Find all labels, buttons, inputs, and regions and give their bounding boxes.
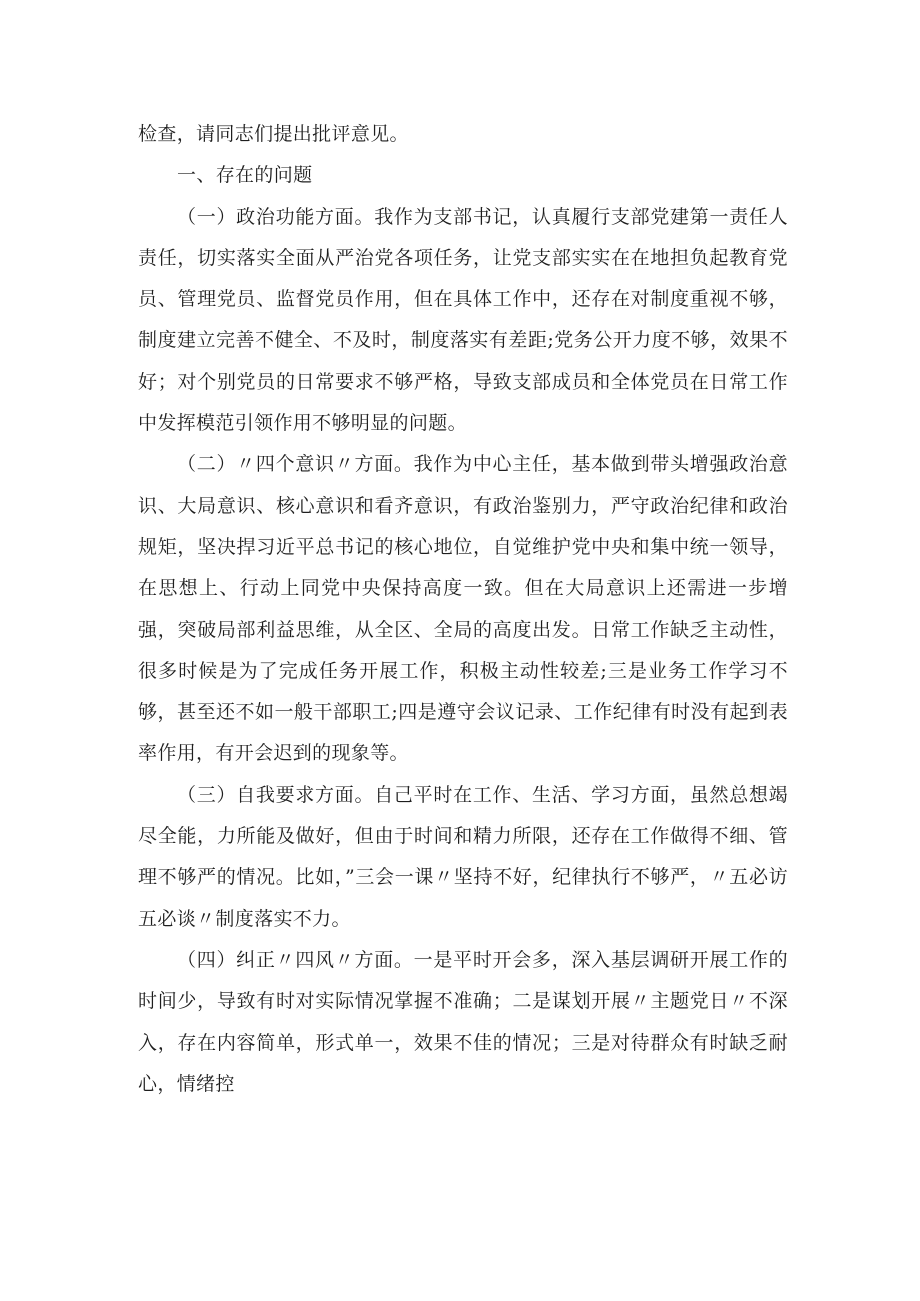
section-heading: 一、存在的问题: [177, 164, 313, 187]
paragraph-political-function: （一）政治功能方面。我作为支部书记，认真履行支部党建第一责任人责任，切实落实全面从严治党各项任务，让党支部实实在在地担负起教育党员、管理党员、监督党员作用，但在具体工作中，还存在对制度重视不够，制度建立完善不健全、不及时，制度落实有差距;党务公开力度不够，效果不好；对个别党员的日常要求不够严格，导致支部成员和全体党员在日常工作中发挥模范引领作用不够明显的问题。: [138, 205, 788, 435]
paragraph-self-requirement: （三）自我要求方面。自己平时在工作、生活、学习方面，虽然总想竭尽全能，力所能及做好，但由于时间和精力所限，还存在工作做得不细、管理不够严的情况。比如，”三会一课〃坚持不好，纪律执行不够严，〃五必访五必谈〃制度落实不力。: [138, 783, 788, 930]
paragraph-continuation: 检查，请同志们提出批评意见。: [138, 123, 409, 145]
document-body: [138, 114, 788, 1105]
paragraph-four-winds: （四）纠正〃四风〃方面。一是平时开会多，深入基层调研开展工作的时间少，导致有时对实际情况掌握不准确；二是谋划开展〃主题党日〃不深入，存在内容简单，形式单一，效果不佳的情况；三是对待群众有时缺乏耐心，情绪控: [138, 948, 788, 1095]
paragraph-four-consciousness: （二）〃四个意识〃方面。我作为中心主任，基本做到带头增强政治意识、大局意识、核心意识和看齐意识，有政治鉴别力，严守政治纪律和政治规矩，坚决捍习近平总书记的核心地位，自觉维护党中央和集中统一领导，在思想上、行动上同党中央保持高度一致。但在大局意识上还需进一步增强，突破局部利益思维，从全区、全局的高度出发。日常工作缺乏主动性，很多时候是为了完成任务开展工作，积极主动性较差;三是业务工作学习不够，甚至还不如一般干部职工;四是遵守会议记录、工作纪律有时没有起到表率作用，有开会迟到的现象等。: [138, 453, 788, 765]
